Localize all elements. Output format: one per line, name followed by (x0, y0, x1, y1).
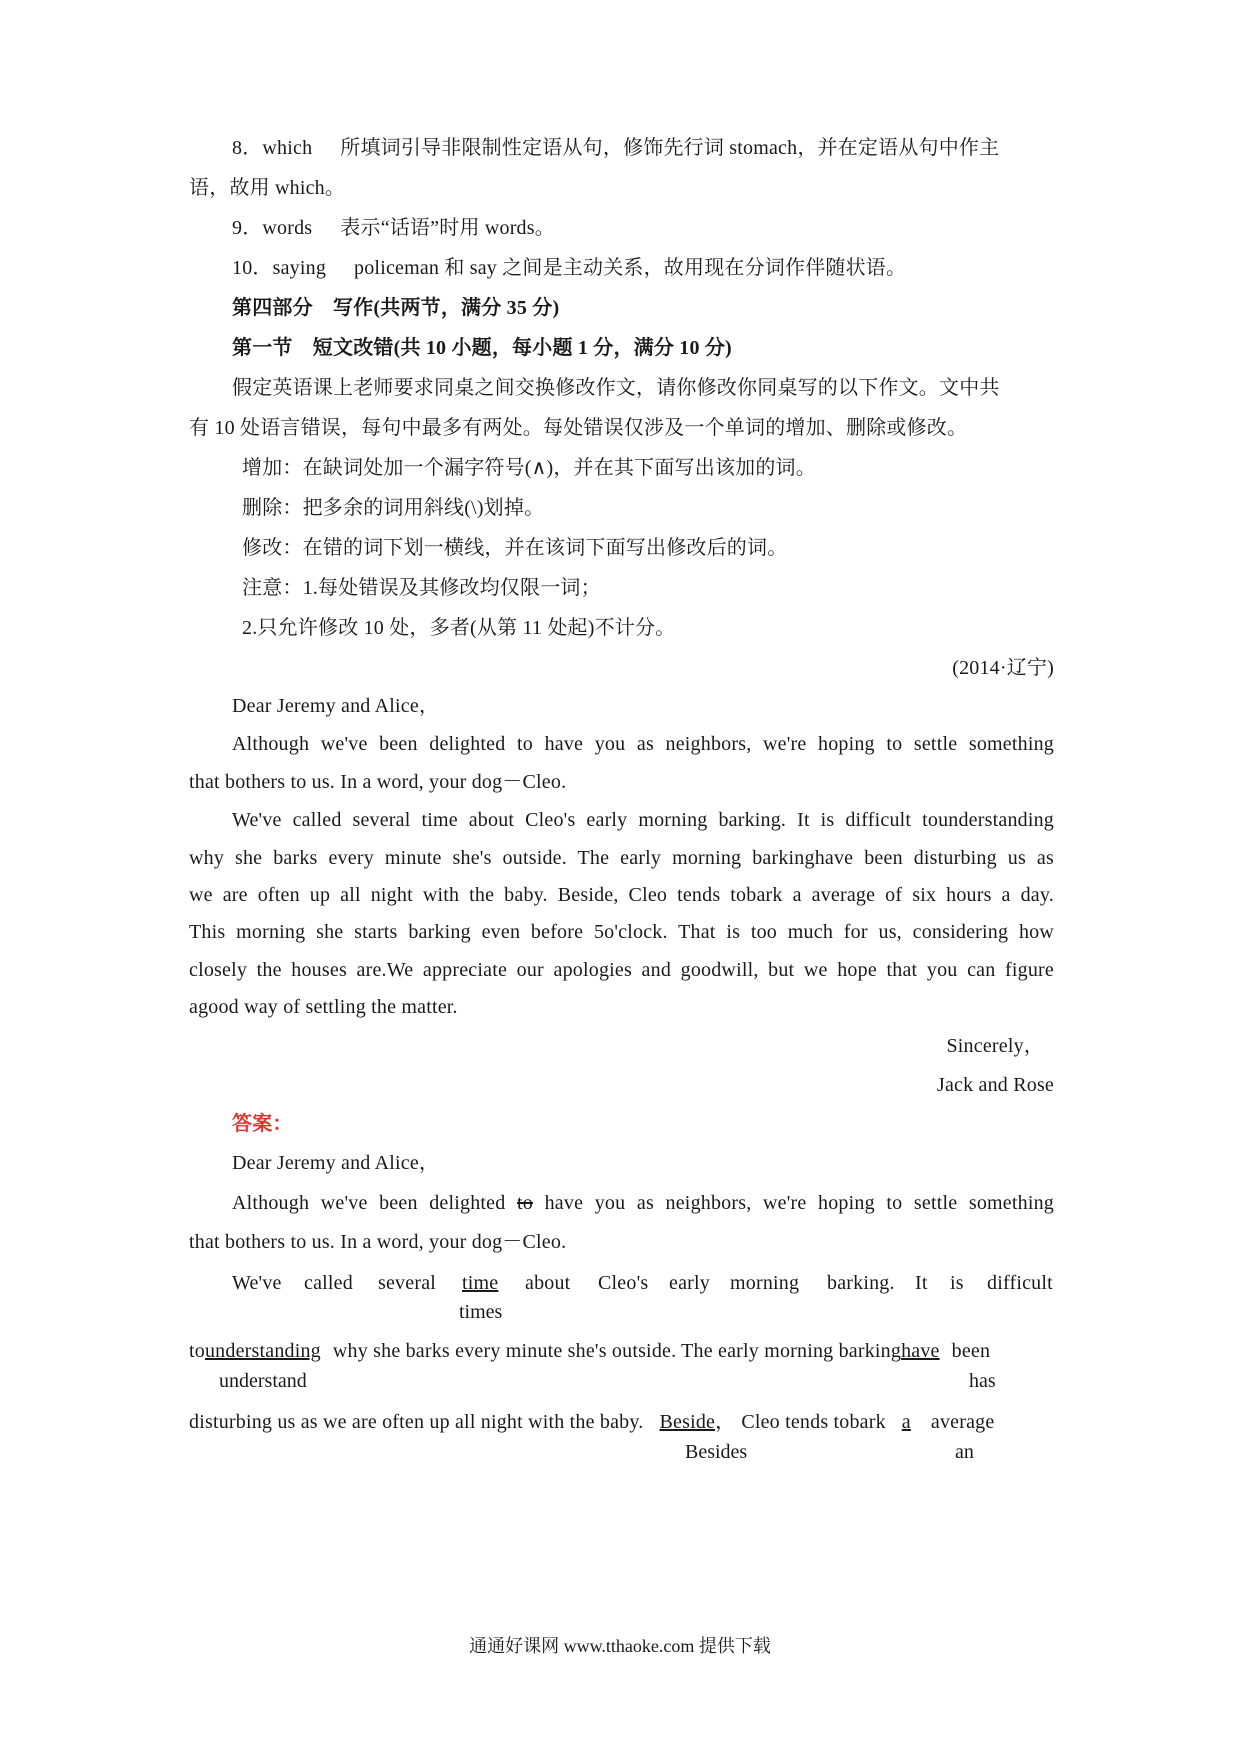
answer-line-4-end: been (951, 1340, 991, 1362)
instruction-note-2: 2.只允许修改 10 处，多者(从第 11 处起)不计分。 (242, 617, 676, 639)
instruction-modify: 修改：在错的词下划一横线，并在该词下面写出修改后的词。 (242, 537, 788, 559)
part-heading: 第四部分 写作(共两节，满分 35 分) (232, 297, 560, 319)
answer-line-5-end: average (930, 1411, 995, 1433)
error-word-time: time (462, 1272, 499, 1294)
answer-word: is (950, 1272, 964, 1294)
answer-word: morning (730, 1272, 800, 1294)
source-citation: (2014·辽宁) (952, 657, 1054, 679)
section-heading: 第一节 短文改错(共 10 小题，每小题 1 分，满分 10 分) (232, 337, 732, 359)
instruction-note-1: 注意：1.每处错误及其修改均仅限一词； (242, 577, 601, 599)
answer-word: called (304, 1272, 353, 1294)
error-word-have: have (901, 1340, 940, 1362)
answer-label: 答案： (232, 1113, 293, 1135)
letter-greeting: Dear Jeremy and Alice， (232, 695, 440, 717)
answer-item-8-continuation: 语，故用 which。 (189, 177, 346, 199)
answer-p1-post: have you as neighbors, we're hoping to settle something (533, 1192, 1054, 1214)
correction-understand: understand (219, 1370, 307, 1392)
answer-item-9-explanation: 表示“话语”时用 words。 (340, 217, 555, 239)
letter-closing: Sincerely， (946, 1035, 1044, 1057)
letter-paragraph-2-line-4: This morning she starts barking even before 5o'clock. That is too much for us, considering how (189, 921, 1054, 943)
letter-paragraph-2-line-3: we are often up all night with the baby. Beside, Cleo tends tobark a average of six hours a day. (189, 884, 1054, 906)
instructions-line-1: 假定英语课上老师要求同桌之间交换修改作文，请你修改你同桌写的以下作文。文中共 (232, 377, 1000, 399)
answer-word: difficult (987, 1272, 1053, 1294)
answer-word: Cleo's (598, 1272, 649, 1294)
answer-item-8-explanation: 所填词引导非限制性定语从句，修饰先行词 stomach，并在定语从句中作主 (340, 137, 1000, 159)
answer-item-10-word: 10．saying (232, 257, 327, 279)
correction-has: has (969, 1370, 996, 1392)
letter-paragraph-1-line-2: that bothers to us. In a word, your dog－Cleo. (189, 771, 567, 793)
answer-word: It (915, 1272, 928, 1294)
answer-item-10 (232, 255, 906, 281)
answer-line-5-start: disturbing us as we are often up all night with the baby. (189, 1411, 644, 1433)
answer-word: We've (232, 1272, 282, 1294)
answer-item-9 (232, 215, 555, 241)
instruction-add: 增加：在缺词处加一个漏字符号(∧)，并在其下面写出该加的词。 (242, 457, 816, 479)
answer-greeting: Dear Jeremy and Alice， (232, 1152, 440, 1174)
letter-signature: Jack and Rose (936, 1074, 1054, 1096)
answer-word: early (669, 1272, 710, 1294)
correction-besides: Besides (685, 1441, 748, 1463)
page-footer: 通通好课网 www.tthaoke.com 提供下载 (469, 1636, 771, 1656)
answer-comma: ， (715, 1411, 736, 1433)
correction-times: times (459, 1301, 503, 1323)
answer-line-5 (189, 1409, 994, 1435)
answer-paragraph-1-line-2: that bothers to us. In a word, your dog－Cleo. (189, 1231, 567, 1253)
answer-to: to (189, 1340, 205, 1362)
correction-an: an (955, 1441, 974, 1463)
answer-item-8-word: 8．which (232, 137, 313, 159)
answer-line-4-middle: why she barks every minute she's outside. The early morning barking (332, 1340, 902, 1362)
instructions-line-2: 有 10 处语言错误，每句中最多有两处。每处错误仅涉及一个单词的增加、删除或修改。 (189, 417, 968, 439)
answer-line-5-middle: Cleo tends tobark (741, 1411, 886, 1433)
answer-word: several (378, 1272, 437, 1294)
letter-paragraph-1-line-1: Although we've been delighted to have you as neighbors, we're hoping to settle something (232, 733, 1054, 755)
answer-item-8 (232, 135, 999, 161)
error-word-a: a (901, 1411, 911, 1433)
letter-paragraph-2-line-1: We've called several time about Cleo's early morning barking. It is difficult tounderstanding (232, 809, 1054, 831)
letter-paragraph-2-line-6: agood way of settling the matter. (189, 996, 458, 1018)
answer-item-10-explanation: policeman 和 say 之间是主动关系，故用现在分词作伴随状语。 (354, 257, 907, 279)
answer-paragraph-1-line-1 (232, 1190, 1054, 1216)
letter-paragraph-2-line-5: closely the houses are.We appreciate our apologies and goodwill, but we hope that you can figure (189, 959, 1054, 981)
error-word-beside: Beside (659, 1411, 716, 1433)
instruction-delete: 删除：把多余的词用斜线(\)划掉。 (242, 497, 545, 519)
error-word-understanding: understanding (204, 1340, 321, 1362)
answer-word: about (525, 1272, 571, 1294)
answer-p1-pre: Although we've been delighted (232, 1192, 518, 1214)
answer-word: barking. (827, 1272, 895, 1294)
answer-line-4 (189, 1338, 990, 1364)
letter-paragraph-2-line-2: why she barks every minute she's outside. The early morning barkinghave been disturbing us as (189, 847, 1054, 869)
answer-item-9-word: 9．words (232, 217, 313, 239)
deleted-word: to (517, 1192, 534, 1214)
